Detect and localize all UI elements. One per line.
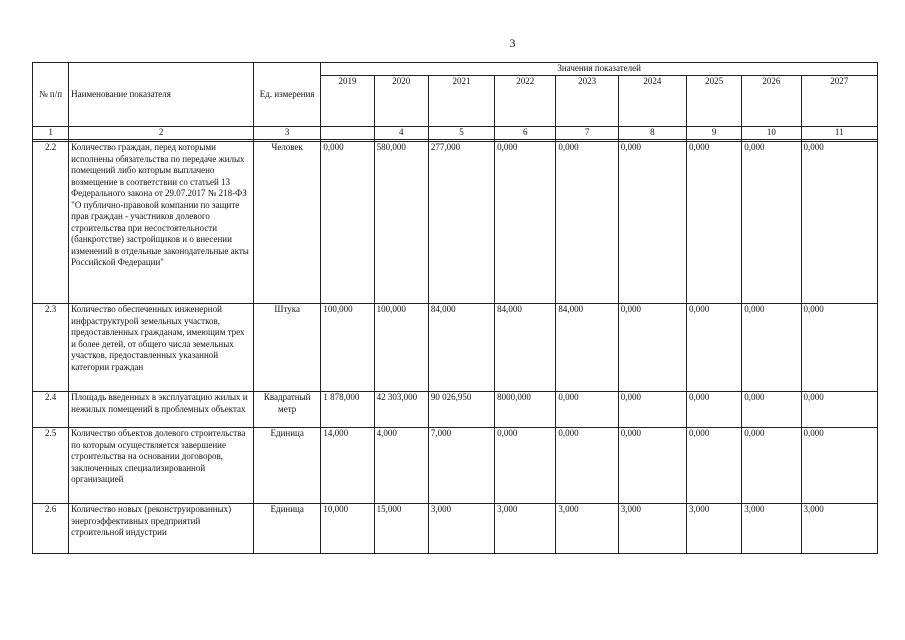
header-year: 2020 (374, 76, 428, 127)
value-cell: 4,000 (374, 428, 428, 504)
row-number: 2.2 (33, 142, 69, 304)
value-cell: 3,000 (428, 504, 494, 554)
value-cell: 15,000 (374, 504, 428, 554)
column-number: 6 (495, 127, 556, 140)
value-cell: 0,000 (801, 142, 877, 304)
column-number: 5 (428, 127, 494, 140)
value-cell: 8000,000 (495, 392, 556, 428)
indicator-unit: Квадратный метр (254, 392, 321, 428)
value-cell: 277,000 (428, 142, 494, 304)
value-cell: 42 303,000 (374, 392, 428, 428)
value-cell: 3,000 (742, 504, 801, 554)
row-number: 2.5 (33, 428, 69, 504)
page-number: 3 (509, 36, 516, 50)
value-cell: 0,000 (321, 142, 374, 304)
value-cell: 3,000 (687, 504, 742, 554)
header-values-group: Значения показателей (321, 63, 878, 76)
header-year: 2025 (687, 76, 742, 127)
header-row-column-numbers (33, 127, 878, 140)
value-cell: 0,000 (801, 304, 877, 392)
value-cell: 3,000 (618, 504, 686, 554)
column-number: 11 (801, 127, 877, 140)
table-row (33, 304, 878, 392)
column-number (321, 127, 374, 140)
header-name: Наименование показателя (69, 63, 254, 127)
value-cell: 0,000 (742, 392, 801, 428)
value-cell: 0,000 (687, 304, 742, 392)
value-cell: 0,000 (495, 142, 556, 304)
indicator-unit: Человек (254, 142, 321, 304)
value-cell: 0,000 (556, 142, 618, 304)
value-cell: 0,000 (556, 392, 618, 428)
column-number: 2 (69, 127, 254, 140)
column-number: 9 (687, 127, 742, 140)
value-cell: 14,000 (321, 428, 374, 504)
value-cell: 3,000 (495, 504, 556, 554)
value-cell: 100,000 (321, 304, 374, 392)
value-cell: 0,000 (687, 142, 742, 304)
header-year: 2026 (742, 76, 801, 127)
header-year: 2024 (618, 76, 686, 127)
value-cell: 0,000 (618, 392, 686, 428)
column-number: 7 (556, 127, 618, 140)
indicator-name: Площадь введенных в эксплуатацию жилых и нежилых помещений в проблемных объектах (69, 392, 254, 428)
row-number: 2.6 (33, 504, 69, 554)
column-number: 4 (374, 127, 428, 140)
value-cell: 0,000 (742, 304, 801, 392)
indicator-name: Количество новых (реконструированных) энергоэффективных предприятий строительной индустрии (69, 504, 254, 554)
header-unit: Ед. измерения (254, 63, 321, 127)
row-number: 2.3 (33, 304, 69, 392)
column-number: 10 (742, 127, 801, 140)
value-cell: 0,000 (801, 428, 877, 504)
header-row-top (33, 63, 878, 76)
value-cell: 100,000 (374, 304, 428, 392)
value-cell: 0,000 (687, 428, 742, 504)
table-row (33, 142, 878, 304)
value-cell: 0,000 (742, 428, 801, 504)
value-cell: 0,000 (801, 392, 877, 428)
value-cell: 10,000 (321, 504, 374, 554)
indicator-unit: Штука (254, 304, 321, 392)
value-cell: 580,000 (374, 142, 428, 304)
header-year: 2019 (321, 76, 374, 127)
table-row (33, 392, 878, 428)
value-cell: 0,000 (618, 428, 686, 504)
value-cell: 84,000 (428, 304, 494, 392)
header-num: № п/п (33, 63, 69, 127)
value-cell: 0,000 (687, 392, 742, 428)
column-number: 8 (618, 127, 686, 140)
value-cell: 0,000 (742, 142, 801, 304)
indicator-unit: Единица (254, 504, 321, 554)
row-number: 2.4 (33, 392, 69, 428)
column-number: 3 (254, 127, 321, 140)
value-cell: 3,000 (801, 504, 877, 554)
value-cell: 0,000 (495, 428, 556, 504)
value-cell: 0,000 (618, 142, 686, 304)
indicators-table (32, 62, 878, 554)
value-cell: 0,000 (556, 428, 618, 504)
indicator-name: Количество обеспеченных инженерной инфраструктурой земельных участков, предоставленных гражданам, имеющим трех и более детей, от общего числа земельных участков, предоставленных указанной категории граждан (69, 304, 254, 392)
value-cell: 0,000 (618, 304, 686, 392)
table-row (33, 428, 878, 504)
column-number: 1 (33, 127, 69, 140)
value-cell: 84,000 (556, 304, 618, 392)
header-year: 2022 (495, 76, 556, 127)
indicator-name: Количество объектов долевого строительства по которым осуществляется завершение строительства на основании договоров, заключенных специализированной организацией (69, 428, 254, 504)
value-cell: 7,000 (428, 428, 494, 504)
header-year: 2023 (556, 76, 618, 127)
header-year: 2027 (801, 76, 877, 127)
header-year: 2021 (428, 76, 494, 127)
indicator-unit: Единица (254, 428, 321, 504)
table-row (33, 504, 878, 554)
value-cell: 90 026,950 (428, 392, 494, 428)
indicator-name: Количество граждан, перед которыми исполнены обязательства по передаче жилых помещений либо которым выплачено возмещение в соответствии со статьей 13 Федерального закона от 29.07.2017 № 218-ФЗ "О публично-правовой компании по защите прав граждан - участников долевого строительства при несостоятельности (банкротстве) застройщиков и о внесении изменений в отдельные законодательные акты Российской Федерации" (69, 142, 254, 304)
value-cell: 84,000 (495, 304, 556, 392)
value-cell: 1 878,000 (321, 392, 374, 428)
value-cell: 3,000 (556, 504, 618, 554)
